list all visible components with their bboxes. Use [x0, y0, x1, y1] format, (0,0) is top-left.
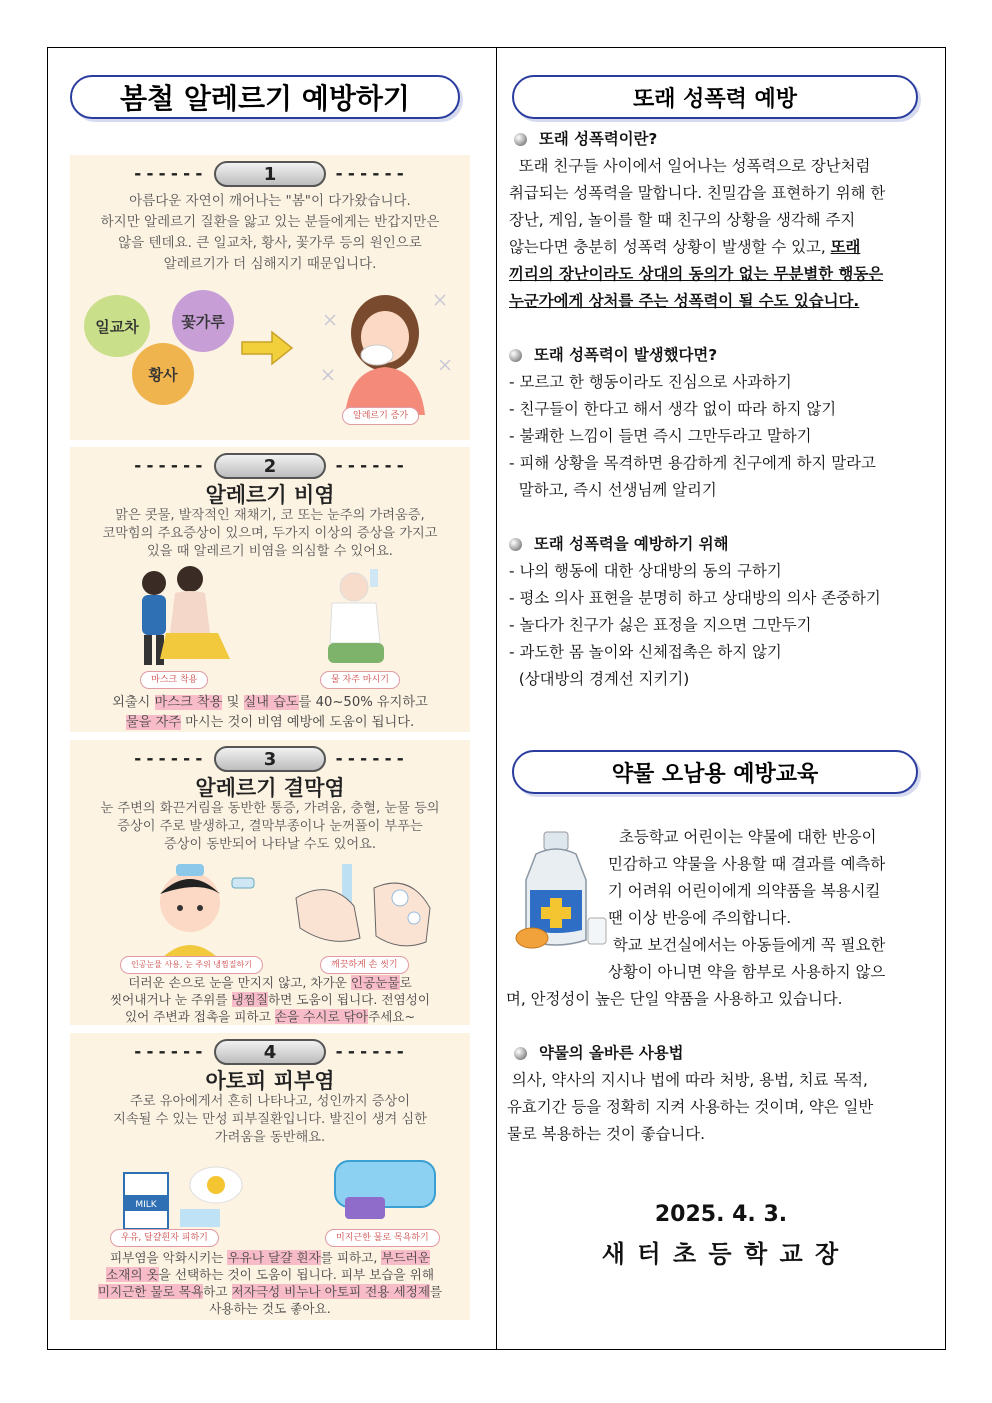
- panel2-text: 맑은 콧물, 발작적인 재채기, 코 또는 눈주의 가려움증, 코막힘의 주요증상이 있으며, 두가지 이상의 증상을 가지고 있을 때 알레르기 비염을 의심할 수 있어요.: [102, 508, 438, 559]
- tag-wear-mask: 마스크 착용: [140, 671, 208, 689]
- allergy-panel-3: [70, 740, 470, 1025]
- list-item: (상대방의 경계선 지키기): [509, 670, 690, 688]
- list-item: - 평소 의사 표현을 분명히 하고 상대방의 의사 존중하기: [509, 589, 881, 607]
- panel2-title: 알레르기 비염: [205, 483, 335, 507]
- drug-paragraph: 초등학교 어린이는 약물에 대한 반응이 민감하고 약물을 사용할 때 결과를 예측하 기 어려워 어린이에게 의약품을 복용시킬 땐 이상 반응에 주의합니다. 학교 보건실에서는 아동들에게 꼭 필요한 상황이 아니면 약을 함부로 사용하지 않으 며, 안정성이 높은 단일 약품을 사용하고 있습니다.: [506, 828, 886, 1008]
- panel-number-badge: 1: [214, 161, 326, 187]
- panel-number-row: ------ 3 ------: [70, 744, 470, 774]
- tag-eye-drops: 인공눈물 사용, 눈 주위 냉찜질하기: [120, 956, 263, 974]
- tag-lukewarm-bath: 미지근한 물로 목욕하기: [325, 1229, 440, 1247]
- panel3-text: 눈 주변의 화끈거림을 동반한 통증, 가려움, 충혈, 눈물 등의 증상이 주로 발생하고, 결막부종이나 눈꺼풀이 부푸는 증상이 동반되어 나타날 수도 있어요.: [100, 801, 440, 852]
- section-heading-drug-usage: 약물의 올바른 사용법: [514, 1040, 684, 1067]
- banner-peer-violence: [512, 75, 918, 119]
- list-item: - 모르고 한 행동이라도 진심으로 사과하기: [509, 373, 792, 391]
- panel3-tip: 더러운 손으로 눈을 만지지 않고, 차가운 인공눈물로 씻어내거나 눈 주위를 냉찜질하면 도움이 됩니다. 전염성이 있어 주변과 접촉을 피하고 손을 수시로 닦아주세요~: [110, 975, 430, 1024]
- panel1-text: 아름다운 자연이 깨어나는 "봄"이 다가왔습니다. 하지만 알레르기 질환을 앓고 있는 분들에게는 반갑지만은 않을 텐데요. 큰 일교차, 황사, 꽃가루 등의 원인으로 알레르기가 더 심해지기 때문입니다.: [100, 193, 440, 272]
- panel-number-badge: 3: [214, 746, 326, 772]
- banner-drug-misuse: [512, 750, 918, 794]
- column-divider: [496, 47, 497, 1350]
- tag-allergy-increase: 알레르기 증가: [342, 407, 419, 425]
- panel-number-row: ------ 1 ------: [70, 159, 470, 189]
- section-heading-if-occurred: 또래 성폭력이 발생했다면?: [509, 342, 717, 369]
- milk-carton-label: MILK: [135, 1200, 157, 1210]
- document-date: 2025. 4. 3.: [654, 1202, 788, 1227]
- allergy-panel-4: [70, 1033, 470, 1320]
- list-item: 말하고, 즉시 선생님께 알리기: [509, 481, 717, 499]
- bullet-ball-icon: [514, 133, 527, 146]
- allergy-panel-2: [70, 447, 470, 732]
- banner-allergy-title: 봄철 알레르기 예방하기: [120, 82, 410, 115]
- tag-wash-hands: 깨끗하게 손 씻기: [320, 956, 409, 974]
- drug-usage-paragraph: 의사, 약사의 지시나 법에 따라 처방, 용법, 치료 목적, 유효기간 등을 정확히 지켜 사용하는 것이며, 약은 일반 물로 복용하는 것이 좋습니다.: [507, 1071, 874, 1143]
- allergy-panel-1: [70, 155, 470, 440]
- list-item: - 피해 상황을 목격하면 용감하게 친구에게 하지 말라고: [509, 454, 876, 472]
- list-item: - 나의 행동에 대한 상대방의 동의 구하기: [509, 562, 782, 580]
- panel-number-badge: 4: [214, 1039, 326, 1065]
- list-item: - 놀다가 친구가 싫은 표정을 지으면 그만두기: [509, 616, 812, 634]
- banner-peer-violence-title: 또래 성폭력 예방: [632, 86, 798, 112]
- list-item: - 친구들이 한다고 해서 생각 없이 따라 하지 않기: [509, 400, 837, 418]
- bathtub-illustration: [325, 1151, 445, 1231]
- definition-paragraph: 또래 친구들 사이에서 일어나는 성폭력으로 장난처럼 취급되는 성폭력을 말합니다. 친밀감을 표현하기 위해 한 장난, 게임, 놀이를 할 때 친구의 상황을 생각해 주지 않는다면 충분히 성폭력 상황이 발생할 수 있고, 또래 끼리의 장난이라도 상대의 동의가 없는 무분별한 행동은 누군가에게 상처를 주는 성폭력이 될 수도 있습니다.: [509, 157, 886, 310]
- panel-number-row: ------ 4 ------: [70, 1037, 470, 1067]
- list-item: - 과도한 몸 놀이와 신체접촉은 하지 않기: [509, 643, 782, 661]
- panel-number-badge: 2: [214, 453, 326, 479]
- bullet-ball-icon: [509, 538, 522, 551]
- banner-drug-misuse-title: 약물 오남용 예방교육: [611, 761, 819, 787]
- tag-avoid-milk-egg: 우유, 달걀흰자 피하기: [110, 1229, 219, 1247]
- section-heading-definition: 또래 성폭력이란?: [514, 126, 657, 153]
- banner-allergy: [70, 75, 460, 119]
- hand-washing-illustration: [290, 858, 440, 958]
- panel4-text: 주로 유아에게서 흔히 나타나고, 성인까지 증상이 지속될 수 있는 만성 피부질환입니다. 발진이 생겨 심한 가려움을 동반해요.: [113, 1094, 427, 1145]
- sneezing-girl-illustration: [315, 275, 455, 415]
- tag-drink-water: 물 자주 마시기: [320, 671, 400, 689]
- circle-temperature: 일교차: [84, 295, 150, 357]
- section-heading-prevention: 또래 성폭력을 예방하기 위해: [509, 531, 728, 558]
- panel4-title: 아토피 피부염: [205, 1069, 335, 1093]
- circle-pollen: 꽃가루: [172, 290, 234, 352]
- panel3-title: 알레르기 결막염: [195, 776, 345, 800]
- panel4-tip: 피부염을 악화시키는 우유나 달걀 흰자를 피하고, 부드러운 소재의 옷을 선택하는 것이 도움이 됩니다. 피부 보습을 위해 미지근한 물로 목욕하고 저자극성 비누나 아토피 전용 세정제를 사용하는 것도 좋아요.: [97, 1250, 443, 1316]
- circle-yellow-dust: 황사: [132, 343, 194, 405]
- bullet-ball-icon: [514, 1047, 527, 1060]
- panel-number-row: ------ 2 ------: [70, 451, 470, 481]
- drinking-water-elder-illustration: [310, 563, 420, 675]
- bullet-ball-icon: [509, 349, 522, 362]
- list-item: - 불쾌한 느낌이 들면 즉시 그만두라고 말하기: [509, 427, 812, 445]
- milk-and-egg-illustration: [120, 1155, 250, 1235]
- principal-signature: 새 터 초 등 학 교 장: [601, 1240, 841, 1268]
- itchy-eyes-boy-illustration: [140, 858, 260, 958]
- arrow-icon: [240, 330, 294, 366]
- panel2-tip: 외출시 마스크 착용 및 실내 습도를 40~50% 유지하고 물을 자주 마시는 것이 비염 예방에 도움이 됩니다.: [112, 695, 428, 730]
- mask-mother-child-illustration: [130, 563, 250, 675]
